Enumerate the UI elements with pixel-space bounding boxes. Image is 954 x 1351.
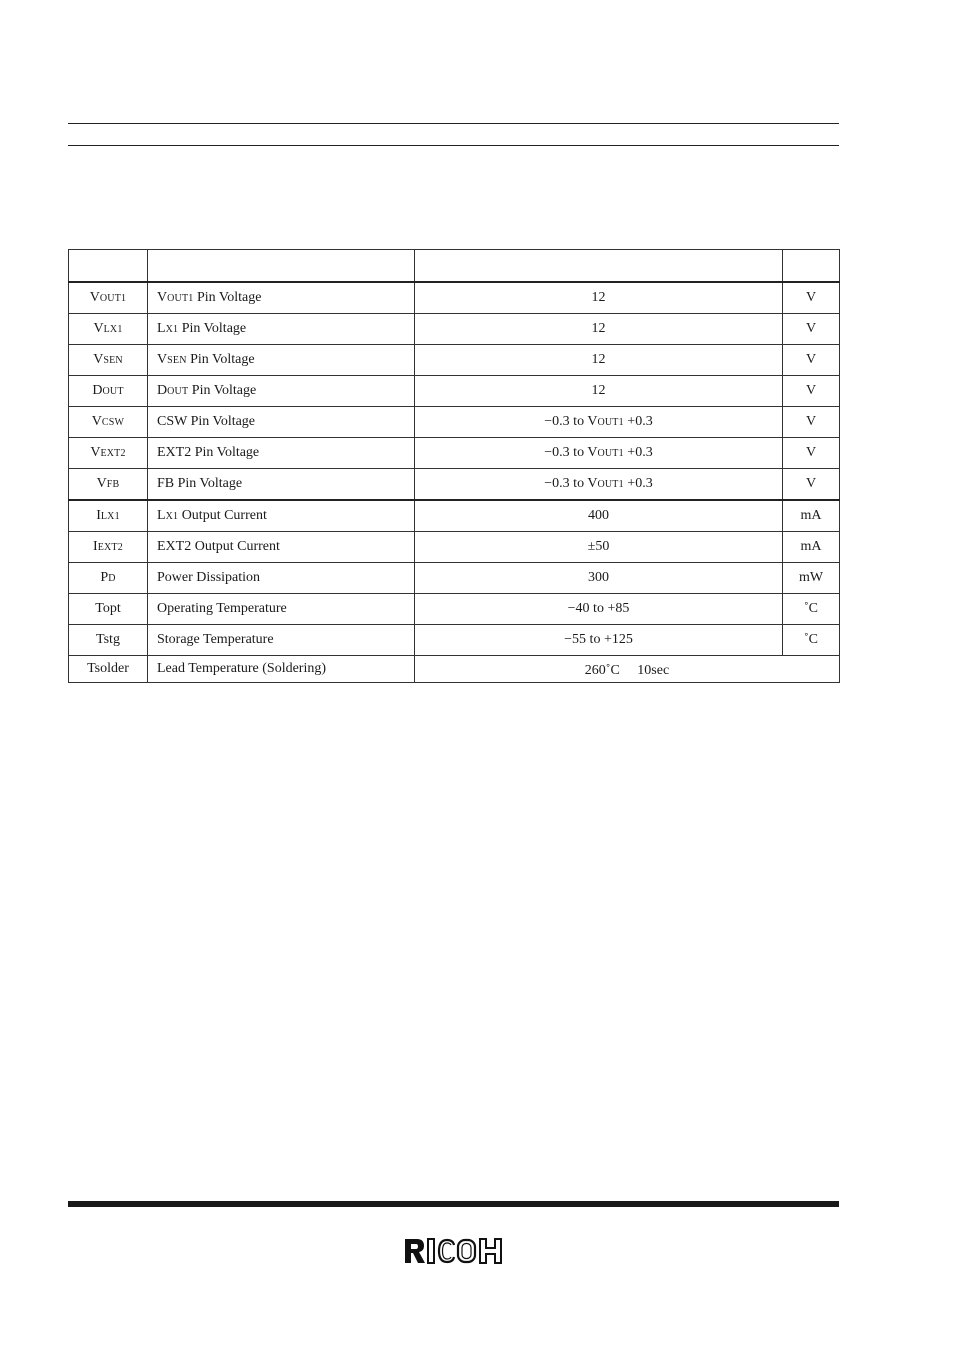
- item-cell: VOUT1 Pin Voltage: [148, 282, 415, 314]
- unit-cell: V: [783, 282, 840, 314]
- unit-cell: V: [783, 469, 840, 501]
- table-row: [69, 594, 840, 625]
- unit-cell: mW: [783, 563, 840, 594]
- rating-cell: −0.3 to VOUT1 +0.3: [415, 469, 783, 501]
- unit-cell: V: [783, 314, 840, 345]
- table-row: [69, 438, 840, 469]
- item-cell: FB Pin Voltage: [148, 469, 415, 501]
- item-cell: CSW Pin Voltage: [148, 407, 415, 438]
- table-row: [69, 376, 840, 407]
- item-cell: Operating Temperature: [148, 594, 415, 625]
- symbol-cell: VSEN: [69, 345, 148, 376]
- symbol-cell: DOUT: [69, 376, 148, 407]
- item-cell: LX1 Output Current: [148, 500, 415, 532]
- unit-cell: ˚C: [783, 594, 840, 625]
- unit-cell: mA: [783, 532, 840, 563]
- rating-cell: 12: [415, 282, 783, 314]
- table-header-row: [69, 250, 840, 283]
- item-cell: LX1 Pin Voltage: [148, 314, 415, 345]
- header-rule-bottom: [68, 145, 839, 146]
- rating-cell: −0.3 to VOUT1 +0.3: [415, 438, 783, 469]
- symbol-cell: VCSW: [69, 407, 148, 438]
- table-row: [69, 407, 840, 438]
- header-symbol: [69, 250, 148, 283]
- symbol-cell: VLX1: [69, 314, 148, 345]
- rating-cell: ±50: [415, 532, 783, 563]
- table-row: [69, 500, 840, 532]
- header-item: [148, 250, 415, 283]
- item-cell: Lead Temperature (Soldering): [148, 656, 415, 683]
- header-rating: [415, 250, 783, 283]
- header-unit: [783, 250, 840, 283]
- table-row: [69, 345, 840, 376]
- symbol-cell: VOUT1: [69, 282, 148, 314]
- symbol-cell: ILX1: [69, 500, 148, 532]
- rating-cell: −0.3 to VOUT1 +0.3: [415, 407, 783, 438]
- symbol-cell: VEXT2: [69, 438, 148, 469]
- unit-cell: ˚C: [783, 625, 840, 656]
- symbol-cell: VFB: [69, 469, 148, 501]
- footer-rule: [68, 1201, 839, 1207]
- table-row: [69, 314, 840, 345]
- item-cell: EXT2 Pin Voltage: [148, 438, 415, 469]
- symbol-cell: Tsolder: [69, 656, 148, 683]
- rating-cell: −55 to +125: [415, 625, 783, 656]
- unit-cell: V: [783, 407, 840, 438]
- table-row: [69, 563, 840, 594]
- item-cell: Power Dissipation: [148, 563, 415, 594]
- symbol-cell: Tstg: [69, 625, 148, 656]
- table-row: [69, 282, 840, 314]
- rating-cell: −40 to +85: [415, 594, 783, 625]
- symbol-cell: PD: [69, 563, 148, 594]
- item-cell: VSEN Pin Voltage: [148, 345, 415, 376]
- table-row: [69, 656, 840, 683]
- item-cell: DOUT Pin Voltage: [148, 376, 415, 407]
- table-row: [69, 469, 840, 501]
- unit-cell: V: [783, 438, 840, 469]
- rating-cell: 300: [415, 563, 783, 594]
- rating-cell: 12: [415, 314, 783, 345]
- absolute-maximum-ratings-table: [68, 249, 840, 683]
- rating-cell: 12: [415, 345, 783, 376]
- item-cell: EXT2 Output Current: [148, 532, 415, 563]
- ricoh-logo: [404, 1236, 504, 1266]
- unit-cell: mA: [783, 500, 840, 532]
- unit-cell: V: [783, 376, 840, 407]
- table-row: [69, 532, 840, 563]
- item-cell: Storage Temperature: [148, 625, 415, 656]
- rating-cell: 400: [415, 500, 783, 532]
- ricoh-logo-mark: [404, 1236, 504, 1266]
- unit-cell: V: [783, 345, 840, 376]
- table-row: [69, 625, 840, 656]
- rating-cell: 12: [415, 376, 783, 407]
- header-rule-top: [68, 123, 839, 124]
- rating-cell: 260˚C 10sec: [415, 656, 840, 683]
- symbol-cell: Topt: [69, 594, 148, 625]
- symbol-cell: IEXT2: [69, 532, 148, 563]
